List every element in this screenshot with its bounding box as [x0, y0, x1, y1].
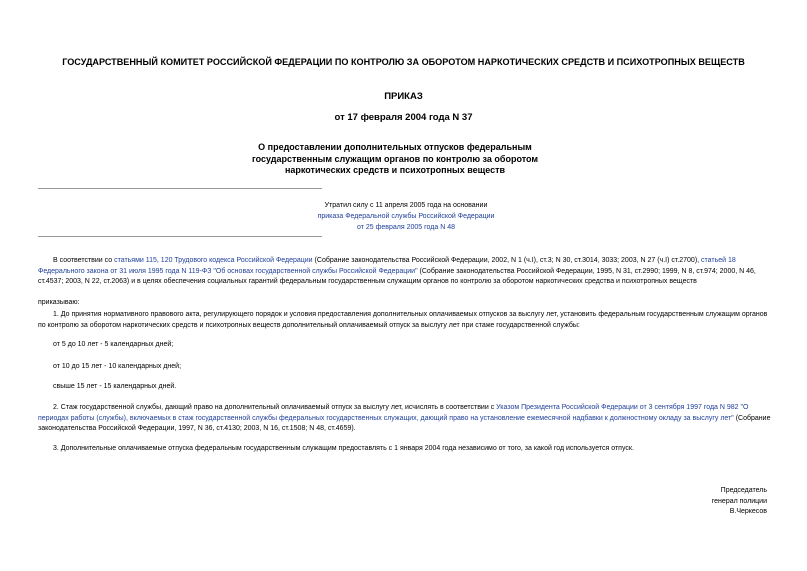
divider-top	[38, 188, 322, 189]
clause-3: 3. Дополнительные оплачиваемые отпуска федеральным государственным служащим предоставлять с 1 января 2004 года независимо от того, за какой год используется отпуск.	[53, 445, 634, 452]
signatory-name: В.Черкесов	[729, 508, 767, 516]
federal-law-link[interactable]: статьей 18 Федерального закона от 31 июля 1995 года N 119-ФЗ "Об основах государственной службы Российской Федерации"	[38, 257, 736, 275]
signatory-rank: генерал полиции	[711, 497, 767, 505]
preamble-paragraph	[38, 256, 773, 288]
preamble-text-a: В соответствии со	[53, 257, 115, 264]
document-subject	[240, 142, 550, 177]
clause-2-text-a: 2. Стаж государственной службы, дающий право на дополнительный оплачиваемый отпуск за выслугу лет, исчислять в соответствии с	[53, 404, 497, 411]
list-item: от 10 до 15 лет - 10 календарных дней;	[53, 363, 182, 370]
agency-name: ГОСУДАРСТВЕННЫЙ КОМИТЕТ РОССИЙСКОЙ ФЕДЕРАЦИИ ПО КОНТРОЛЮ ЗА ОБОРОТОМ НАРКОТИЧЕСКИХ СРЕДСТВ И ПСИХОТРОПНЫХ ВЕЩЕСТВ	[62, 57, 745, 67]
list-item: свыше 15 лет - 15 календарных дней.	[53, 383, 177, 390]
divider-bottom	[38, 236, 322, 237]
subject-line-1: О предоставлении дополнительных отпусков федеральным	[258, 142, 532, 152]
order-word: приказываю:	[38, 299, 80, 306]
status-note-link-line-2[interactable]: от 25 февраля 2005 года N 48	[357, 224, 455, 231]
labor-code-link[interactable]: статьями 115, 120 Трудового кодекса Российской Федерации	[114, 257, 313, 264]
status-note-link-line-1[interactable]: приказа Федеральной службы Российской Федерации	[317, 213, 495, 220]
document-type: ПРИКАЗ	[384, 91, 423, 102]
list-item: от 5 до 10 лет - 5 календарных дней;	[53, 341, 174, 348]
preamble-text-b: (Собрание законодательства Российской Федерации, 2002, N 1 (ч.I), ст.3; N 30, ст.3014, 3033; 2003, N 27 (ч.I) ст.2700),	[312, 257, 702, 264]
signatory-title: Председатель	[720, 487, 767, 494]
preamble-text-c: (Собрание законодательства Российской Федерации, 1995, N 31, ст.2990; 1999, N 8, ст.974; 2000, N 46, ст.4537; 2003, N 22, ст.2063) и в целях обеспечения социальных гарантий федеральным государственным служащим органов по контролю за оборотом наркотических средства и психотропных веществ	[38, 267, 756, 286]
subject-line-2: государственным служащим органов по контролю за оборотом	[251, 153, 539, 164]
clause-2	[38, 403, 773, 435]
status-note-text: Утратил силу с 11 апреля 2005 года на основании	[324, 202, 488, 209]
clause-2-text-b: (Собрание законодательства Российской Федерации, 1997, N 36, ст.4130; 2003, N 16, ст.1508; N 48, ст.4659).	[38, 414, 771, 433]
presidential-decree-link[interactable]: Указом Президента Российской Федерации от 3 сентября 1997 года N 982 "О периодах работы (службы), включаемых в стаж государственной службы федеральных государственных служащих, дающий право на установление ежемесячной надбавки к должностному окладу за выслугу лет"	[38, 404, 749, 422]
clause-1: 1. До принятия нормативного правового акта, регулирующего порядок и условия предоставления дополнительных оплачиваемых отпусков за выслугу лет, установить федеральным государственным служащим органов по контролю за оборотом наркотических средств и психотропных веществ дополнительный оплачиваемый отпуск за выслугу лет при стаже государственной службы:	[38, 311, 768, 329]
subject-line-3: наркотических средств и психотропных веществ	[284, 165, 506, 176]
signature-block	[712, 486, 767, 518]
document-date: от 17 февраля 2004 года N 37	[334, 112, 473, 123]
status-note	[256, 200, 556, 233]
